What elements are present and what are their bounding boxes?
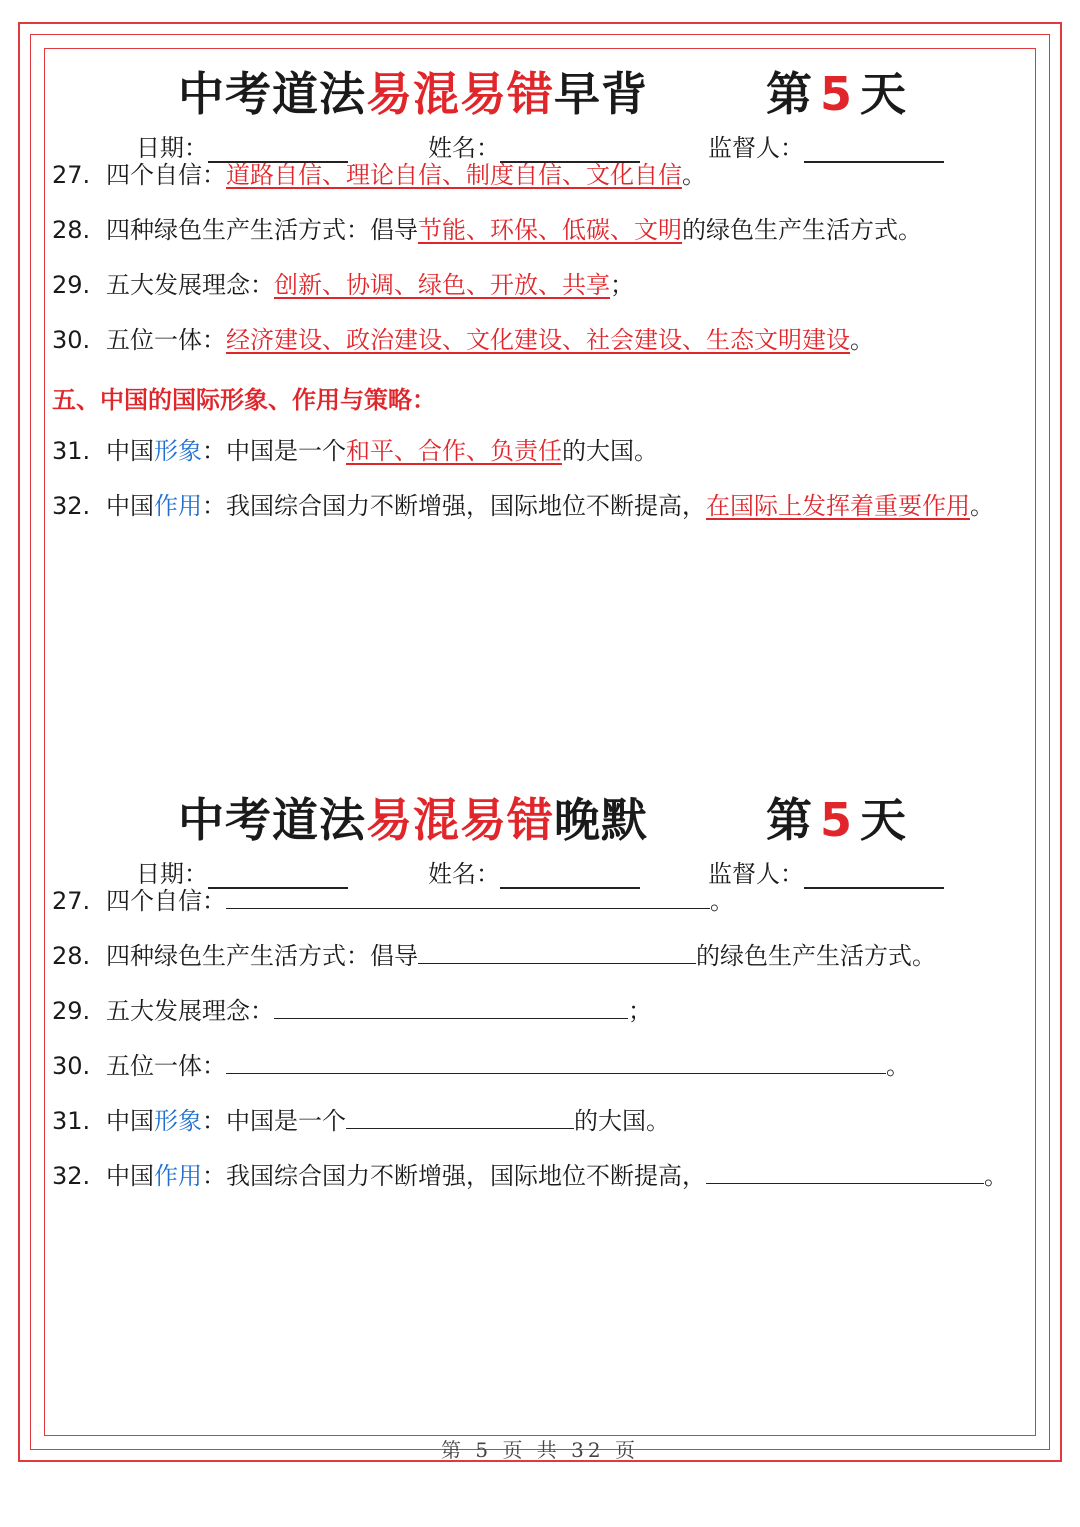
item-number: 30. (52, 326, 91, 354)
item-prefix: 中国 (106, 492, 154, 520)
item-prefix: 中国 (106, 1162, 154, 1190)
item-text: ：我国综合国力不断增强，国际地位不断提高， (202, 1162, 706, 1190)
supervisor-blank[interactable] (804, 139, 944, 163)
date-label: 日期： (136, 860, 208, 888)
item-number: 29. (52, 271, 91, 299)
item-end: 。 (850, 326, 874, 354)
item-label: 四种绿色生产生活方式：倡导 (106, 942, 418, 970)
answer-blank[interactable] (706, 1159, 984, 1184)
item-28 (52, 213, 922, 247)
item-keyword: 作用 (154, 492, 202, 520)
item-text: ：中国是一个 (202, 1107, 346, 1135)
item-label: 四个自信： (106, 161, 226, 189)
answer-blank[interactable] (418, 939, 696, 964)
item-32 (52, 489, 994, 523)
item-keyword: 形象 (154, 1107, 202, 1135)
title-part-b: 易混易错 (366, 67, 554, 121)
supervisor-field[interactable] (708, 854, 944, 889)
day-indicator (766, 58, 906, 124)
day-suffix: 天 (860, 793, 907, 847)
item-end: 的大国。 (574, 1107, 670, 1135)
item-27 (52, 158, 706, 192)
title-part-a: 中考道法 (178, 793, 366, 847)
item-30 (52, 1049, 910, 1083)
item-number: 29. (52, 997, 91, 1025)
item-answer: 节能、环保、低碳、文明 (418, 216, 682, 244)
item-label: 五位一体： (106, 1052, 226, 1080)
item-label: 四种绿色生产生活方式：倡导 (106, 216, 418, 244)
title-part-a: 中考道法 (178, 67, 366, 121)
item-label: 五位一体： (106, 326, 226, 354)
item-end: 的绿色生产生活方式。 (696, 942, 936, 970)
day-suffix: 天 (860, 67, 907, 121)
title-part-c: 早背 (554, 67, 648, 121)
item-31 (52, 434, 658, 468)
title-part-c: 晚默 (554, 793, 648, 847)
item-number: 30. (52, 1052, 91, 1080)
item-28 (52, 939, 936, 973)
item-answer: 创新、协调、绿色、开放、共享 (274, 271, 610, 299)
answer-blank[interactable] (346, 1104, 574, 1129)
supervisor-label: 监督人： (708, 134, 804, 162)
item-29 (52, 994, 652, 1028)
item-number: 32. (52, 1162, 91, 1190)
item-answer: 和平、合作、负责任 (346, 437, 562, 465)
item-end: 的大国。 (562, 437, 658, 465)
item-number: 27. (52, 887, 91, 915)
item-number: 28. (52, 216, 91, 244)
item-number: 31. (52, 437, 91, 465)
item-number: 31. (52, 1107, 91, 1135)
item-label: 四个自信： (106, 887, 226, 915)
supervisor-label: 监督人： (708, 860, 804, 888)
item-end: 。 (710, 887, 734, 915)
item-30 (52, 323, 874, 357)
day-prefix: 第 (766, 793, 812, 847)
item-answer: 经济建设、政治建设、文化建设、社会建设、生态文明建设 (226, 326, 850, 354)
item-label: 五大发展理念： (106, 271, 274, 299)
item-number: 32. (52, 492, 91, 520)
inner-border (44, 48, 1036, 1436)
item-number: 28. (52, 942, 91, 970)
section-heading: 五、中国的国际形象、作用与策略： (52, 386, 436, 414)
item-text: ：中国是一个 (202, 437, 346, 465)
evening-title (178, 784, 648, 848)
item-prefix: 中国 (106, 437, 154, 465)
day-number: 5 (820, 67, 853, 121)
item-text: ：我国综合国力不断增强，国际地位不断提高， (202, 492, 706, 520)
item-31 (52, 1104, 670, 1138)
item-32 (52, 1159, 1008, 1193)
item-end: ； (628, 997, 652, 1025)
answer-blank[interactable] (274, 994, 628, 1019)
item-end: 的绿色生产生活方式。 (682, 216, 922, 244)
item-29 (52, 268, 634, 302)
item-answer: 道路自信、理论自信、制度自信、文化自信 (226, 161, 682, 189)
answer-blank[interactable] (226, 884, 710, 909)
item-number: 27. (52, 161, 91, 189)
item-end: 。 (984, 1162, 1008, 1190)
answer-blank[interactable] (226, 1049, 886, 1074)
supervisor-blank[interactable] (804, 865, 944, 889)
item-prefix: 中国 (106, 1107, 154, 1135)
name-label: 姓名： (428, 134, 500, 162)
morning-title (178, 58, 648, 122)
date-label: 日期： (136, 134, 208, 162)
item-label: 五大发展理念： (106, 997, 274, 1025)
title-part-b: 易混易错 (366, 793, 554, 847)
day-indicator (766, 784, 906, 850)
name-label: 姓名： (428, 860, 500, 888)
item-end: ； (610, 271, 634, 299)
item-end: 。 (970, 492, 994, 520)
item-end: 。 (682, 161, 706, 189)
item-keyword: 形象 (154, 437, 202, 465)
item-keyword: 作用 (154, 1162, 202, 1190)
item-27 (52, 884, 734, 918)
page-footer: 第 5 页 共 32 页 (441, 1438, 639, 1462)
day-number: 5 (820, 793, 853, 847)
supervisor-field[interactable] (708, 128, 944, 163)
item-answer: 在国际上发挥着重要作用 (706, 492, 970, 520)
item-end: 。 (886, 1052, 910, 1080)
day-prefix: 第 (766, 67, 812, 121)
